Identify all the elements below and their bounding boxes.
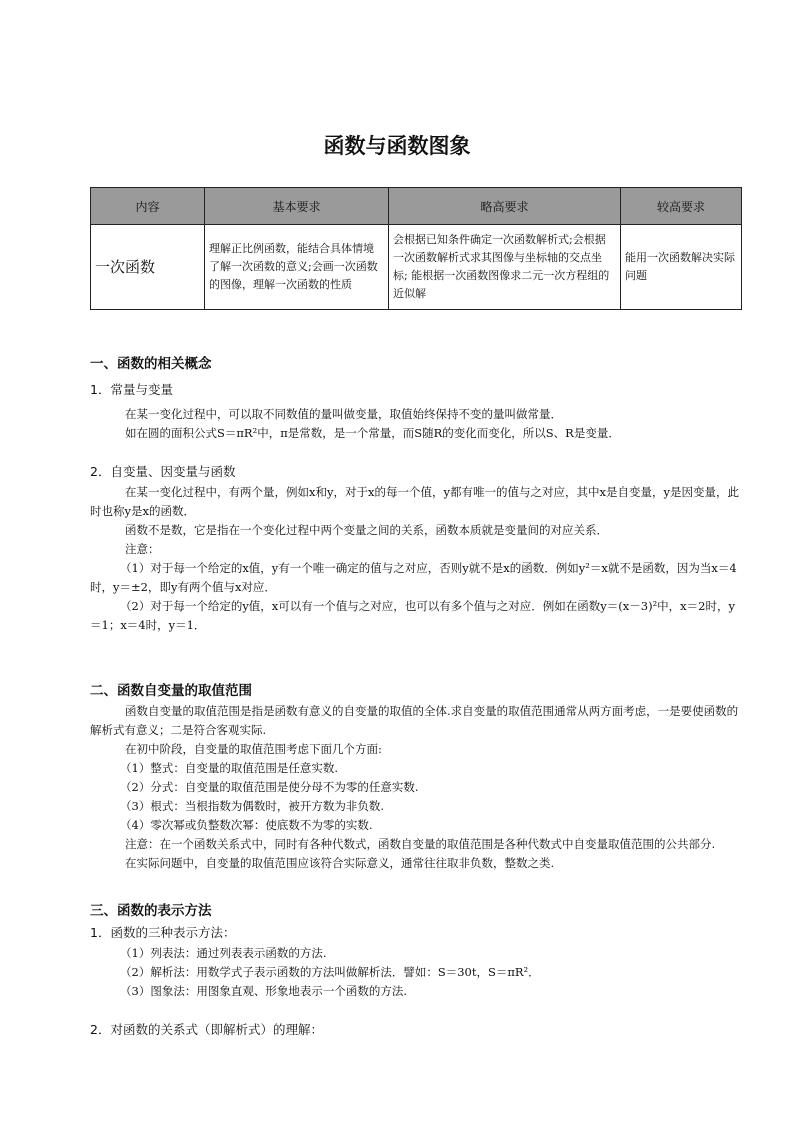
paragraph: 在实际问题中，自变量的取值范围应该符合实际意义，通常往往取非负数，整数之类. [125,856,555,870]
section-concepts [90,353,740,635]
paragraph: 在某一变化过程中，可以取不同数值的量叫做变量，取值始终保持不变的量叫做常量． [125,407,562,421]
cell-topic: 一次函数 [91,225,205,310]
table-header-row [91,188,742,225]
header-advanced: 较高要求 [621,188,742,225]
header-intermediate: 略高要求 [389,188,621,225]
subsection-heading: 2．对函数的关系式（即解析式）的理解： [90,1022,323,1037]
cell-advanced: 能用一次函数解决实际问题 [621,225,742,310]
requirements-table [90,187,742,310]
header-content: 内容 [91,188,205,225]
page-title: 函数与函数图象 [323,134,471,158]
list-item: （3）图象法：用图象直观、形象地表示一个函数的方法. [120,984,407,998]
note-label: 注意： [125,542,160,556]
table-row [91,225,742,310]
note-item: （1）对于每一个给定的x值，y有一个唯一确定的值与之对应，否则y就不是x的函数．例如y²＝x就不是函数，因为当x＝4时，y＝±2，即y有两个值与x对应． [90,561,737,594]
cell-intermediate: 会根据已知条件确定一次函数解析式;会根据一次函数解析式求其图像与坐标轴的交点坐标; 能根据一次函数图像求二元一次方程组的近似解 [389,225,621,310]
paragraph: 如在圆的面积公式S＝πR²中，π是常数，是一个常量，而S随R的变化而变化，所以S、R是变量． [125,426,620,440]
section-heading: 一、函数的相关概念 [90,356,212,372]
list-item: （4）零次幂或负整数次幂：使底数不为零的实数. [120,818,373,832]
section-heading: 二、函数自变量的取值范围 [90,683,252,699]
subsection-heading: 1．常量与变量 [90,382,173,397]
paragraph: 函数自变量的取值范围是指是函数有意义的自变量的取值的全体.求自变量的取值范围通常从两方面考虑，一是要使函数的解析式有意义；二是符合客观实际. [90,704,739,737]
list-item: （1）列表法：通过列表表示函数的方法. [120,946,327,960]
paragraph: 注意：在一个函数关系式中，同时有各种代数式，函数自变量的取值范围是各种代数式中自变量取值范围的公共部分. [125,837,716,851]
subsection-heading: 2．自变量、因变量与函数 [90,464,236,479]
cell-basic: 理解正比例函数，能结合具体情境了解一次函数的意义;会画一次函数的图像，理解一次函数的性质 [205,225,389,310]
paragraph: 在初中阶段，自变量的取值范围考虑下面几个方面: [125,742,382,756]
list-item: （1）整式：自变量的取值范围是任意实数. [120,761,338,775]
section-heading: 三、函数的表示方法 [90,903,212,919]
section-domain [90,680,740,873]
header-basic: 基本要求 [205,188,389,225]
list-item: （2）分式：自变量的取值范围是使分母不为零的任意实数. [120,780,419,794]
section-representation [90,900,740,1041]
note-item: （2）对于每一个给定的y值，x可以有一个值与之对应，也可以有多个值与之对应．例如在函数y＝(x－3)²中，x＝2时，y＝1；x＝4时，y＝1． [90,599,735,632]
list-item: （2）解析法：用数学式子表示函数的方法叫做解析法．譬如：S＝30t，S＝πR²． [120,965,540,979]
list-item: （3）根式：当根指数为偶数时，被开方数为非负数. [120,799,384,813]
subsection-heading: 1．函数的三种表示方法： [90,925,236,940]
paragraph: 在某一变化过程中，有两个量，例如x和y，对于x的每一个值，y都有唯一的值与之对应，其中x是自变量，y是因变量，此时也称y是x的函数． [90,485,739,518]
paragraph: 函数不是数，它是指在一个变化过程中两个变量之间的关系，函数本质就是变量间的对应关系． [125,523,608,537]
